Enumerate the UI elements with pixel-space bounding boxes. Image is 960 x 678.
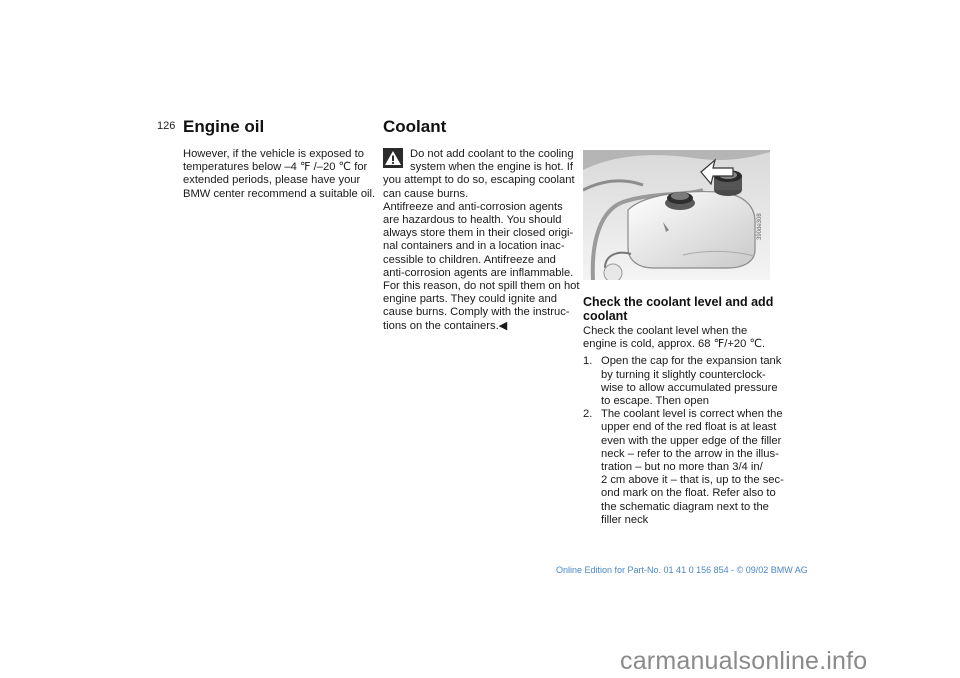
step-line: by turning it slightly counterclock-	[601, 368, 766, 381]
step-line: wise to allow accumulated pressure	[601, 381, 778, 394]
engine-oil-heading: Engine oil	[183, 117, 265, 136]
intro-line: engine is cold, approx. 68 ℉/+20 ℃.	[583, 338, 766, 351]
step-line: 2 cm above it – that is, up to the sec-	[601, 474, 784, 487]
paragraph-line: BMW center recommend a suitable oil.	[183, 187, 376, 200]
step-1	[583, 355, 782, 408]
warning-line: cessible to children. Antifreeze and	[383, 253, 556, 266]
step-line: The coolant level is correct when the	[601, 408, 783, 421]
engine-oil-paragraph	[183, 148, 376, 201]
warning-line: engine parts. They could ignite and	[383, 293, 557, 306]
step-line: the schematic diagram next to the	[601, 500, 769, 513]
paragraph-line: extended periods, please have your	[183, 174, 361, 187]
photo-code: 390de308	[757, 213, 763, 240]
warning-line: system when the engine is hot. If	[410, 161, 573, 174]
subheading-line: coolant	[583, 309, 628, 323]
warning-line: tions on the containers.◀	[383, 319, 508, 332]
step-line: upper end of the red float is at least	[601, 421, 777, 434]
check-coolant-instructions	[583, 325, 784, 527]
step-line: filler neck	[601, 513, 649, 526]
step-line: tration – but no more than 3/4 in/	[601, 461, 763, 474]
warning-triangle-icon	[383, 148, 403, 168]
warning-line: can cause burns.	[383, 187, 469, 200]
warning-line: Antifreeze and anti-corrosion agents	[383, 200, 563, 213]
warning-line: always store them in their closed origi-	[383, 227, 574, 240]
paragraph-line: temperatures below –4 ℉ /–20 ℃ for	[183, 161, 368, 174]
step-line: even with the upper edge of the filler	[601, 434, 782, 447]
online-edition-footer: Online Edition for Part-No. 01 41 0 156 854 - © 09/02 BMW AG	[556, 565, 808, 575]
site-watermark: carmanualsonline.info	[620, 647, 868, 675]
step-line: ond mark on the float. Refer also to	[601, 487, 776, 500]
check-coolant-subheading	[583, 295, 773, 323]
warning-line: anti-corrosion agents are inflammable.	[383, 266, 574, 279]
expansion-tank-illustration	[583, 150, 770, 280]
warning-line: For this reason, do not spill them on hot	[383, 280, 580, 293]
step-line: Open the cap for the expansion tank	[601, 355, 782, 368]
subheading-line: Check the coolant level and add	[583, 295, 774, 309]
page-number: 126	[157, 120, 176, 132]
step-line: neck – refer to the arrow in the illus-	[601, 447, 779, 460]
step-2	[583, 408, 784, 527]
warning-line: Do not add coolant to the cooling	[410, 148, 574, 160]
warning-line: cause burns. Comply with the instruc-	[383, 306, 570, 319]
step-line: to escape. Then open	[601, 395, 710, 408]
warning-line: nal containers and in a location inac-	[383, 240, 565, 253]
coolant-warning	[383, 148, 580, 333]
paragraph-line: However, if the vehicle is exposed to	[183, 148, 364, 160]
warning-line: are hazardous to health. You should	[383, 214, 562, 227]
step-number: 1.	[583, 355, 593, 368]
step-number: 2.	[583, 408, 593, 421]
warning-line: you attempt to do so, escaping coolant	[383, 174, 575, 187]
coolant-heading: Coolant	[383, 117, 447, 136]
coolant-expansion-tank-photo	[583, 150, 770, 280]
intro-line: Check the coolant level when the	[583, 325, 748, 337]
